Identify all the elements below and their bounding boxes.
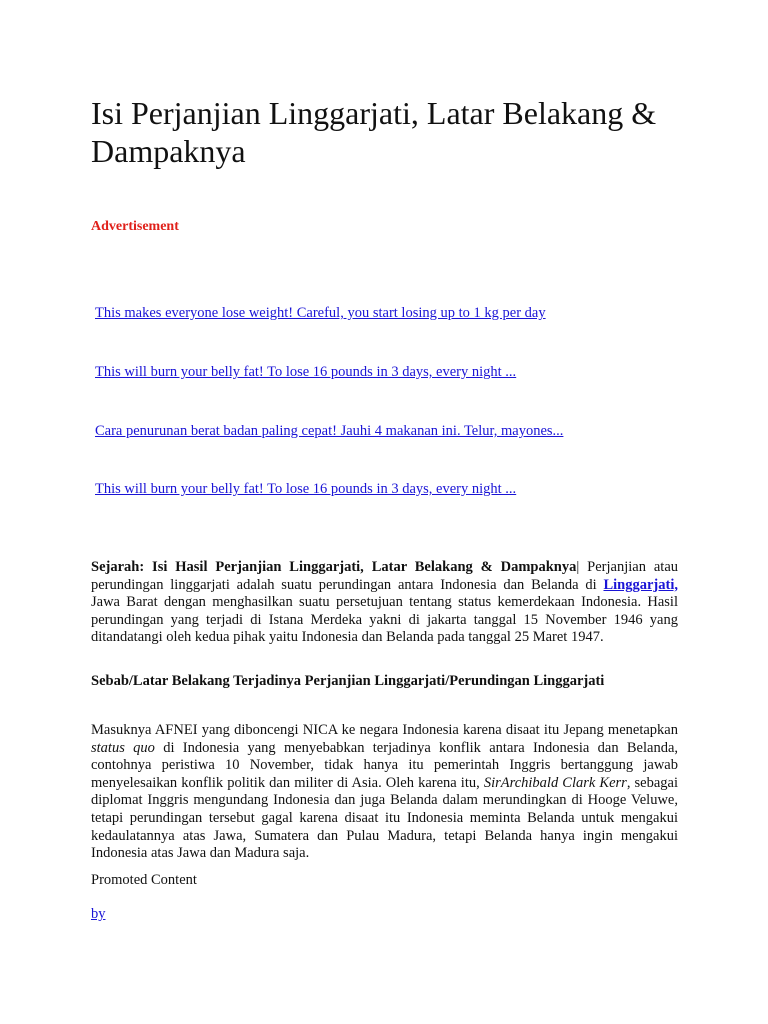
promoted-content-label: Promoted Content <box>91 872 197 888</box>
article-title: Isi Perjanjian Linggarjati, Latar Belakang & Dampaknya <box>91 95 657 169</box>
linggarjati-link[interactable]: Linggarjati, <box>603 576 678 593</box>
ad-link-1[interactable]: This makes everyone lose weight! Careful, you start losing up to 1 kg per day <box>95 305 546 321</box>
ad-link-4[interactable]: This will burn your belly fat! To lose 16 pounds in 3 days, every night ... <box>95 481 517 497</box>
body-text-3: , sebagai diplomat Inggris mengundang Indonesia dan juga Belanda dalam merundingkan di Hooge Veluwe, tetapi perundingan tersebut gagal karena disaat itu Indonesia meminta Belanda untuk mengakui kedaulatannya atas Jawa, Sumatera dan Pulau Madura, tetapi Belanda hanya ingin mengakui Indonesia atas Jawa dan Madura saja. <box>91 774 679 862</box>
by-link[interactable]: by <box>91 906 106 922</box>
body-italic-status-quo: status quo <box>91 739 155 756</box>
intro-text-after-link: Jawa Barat dengan menghasilkan suatu persetujuan tentang status kemerdekaan Indonesia. Hasil perundingan yang terjadi di Istana Merdeka yakni di jakarta tanggal 15 November 1946 yang ditandatangi oleh kedua pihak yaitu Indonesia dan Belanda pada tanggal 25 Maret 1947. <box>91 594 678 646</box>
body-paragraph <box>91 722 678 863</box>
section-heading: Sebab/Latar Belakang Terjadinya Perjanjian Linggarjati/Perundingan Linggarjati <box>91 673 605 689</box>
intro-paragraph <box>91 559 678 647</box>
body-italic-name: SirArchibald Clark Kerr <box>483 774 627 791</box>
intro-bold-lead: Sejarah: Isi Hasil Perjanjian Linggarjati, Latar Belakang & Dampaknya <box>91 559 577 575</box>
body-text-2: di Indonesia yang menyebabkan terjadinya konflik antara Indonesia dan Belanda, contohnya peristiwa 10 November, tidak hanya itu pemerintah Inggris bertanggung jawab menyelesaikan konflik politik dan militer di Asia. Oleh karena itu, <box>91 739 679 791</box>
intro-text-before-link: | Perjanjian atau perundingan linggarjati adalah suatu perundingan antara Indonesia dan Belanda di <box>91 559 679 593</box>
body-text-1: Masuknya AFNEI yang diboncengi NICA ke negara Indonesia karena disaat itu Jepang menetapkan <box>91 722 678 738</box>
ad-link-3[interactable]: Cara penurunan berat badan paling cepat! Jauhi 4 makanan ini. Telur, mayones... <box>95 423 564 439</box>
ad-link-2[interactable]: This will burn your belly fat! To lose 16 pounds in 3 days, every night ... <box>95 364 517 380</box>
advertisement-label: Advertisement <box>91 219 179 234</box>
